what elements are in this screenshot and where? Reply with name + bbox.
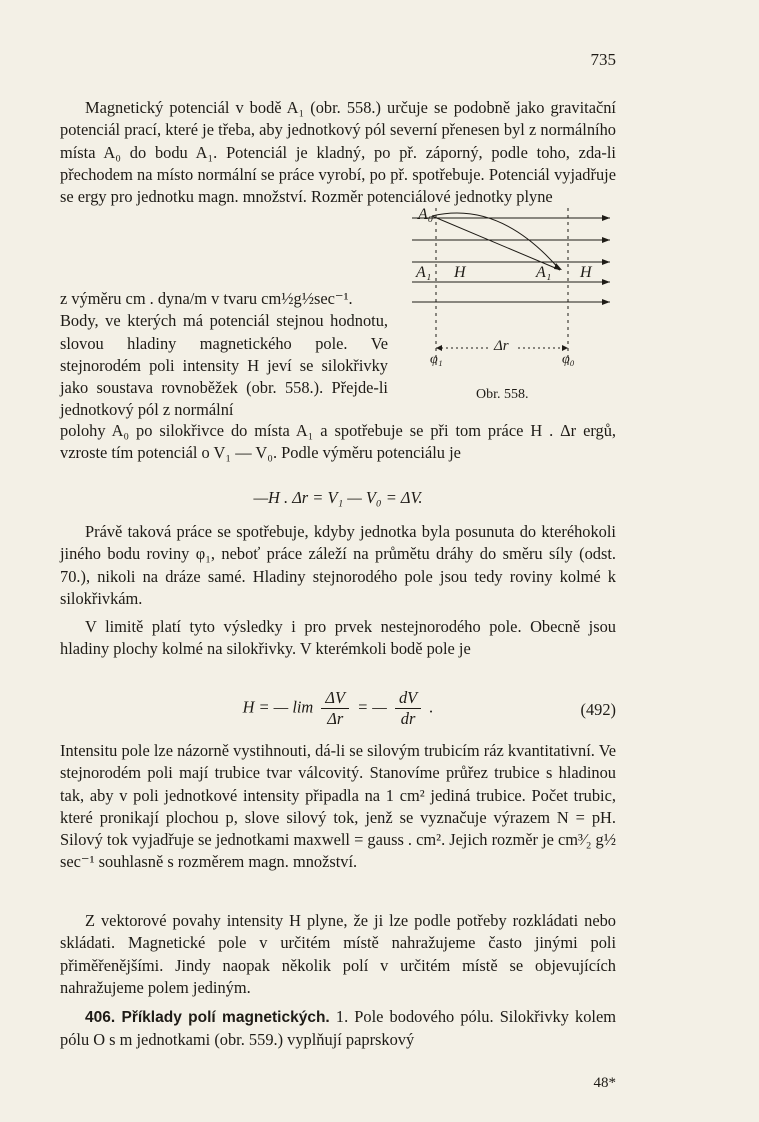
label-a1: A₁ [416, 264, 432, 281]
paragraph-5 [60, 910, 616, 999]
paragraph-6-text [60, 1006, 616, 1052]
equation-number: (492) [580, 700, 616, 719]
paragraph-3-text: V limitě platí tyto výsledky i pro prvek nestejnorodého pole. Obecně jsou hladiny plochy kolmé na silokřivky. V kterémkoli bodě pole je [60, 617, 616, 659]
eq-lhs: H = — lim [242, 697, 314, 717]
section-heading-406: 406. Příklady polí magnetických. [85, 1009, 330, 1026]
paragraph-1b-text: z výměru cm . dyna/m v tvaru cm½g½sec⁻¹. [60, 289, 353, 308]
paragraph-1b [60, 288, 388, 422]
paragraph-4-text: Intensitu pole lze názorně vystihnouti, dá-li se silovým trubicím ráz kvantitativní. Ve stejnorodém poli mají trubice tvar válcovitý. Stanovíme průřez trubice s hladinou tak, aby v poli jednotkové intensity připadla na 1 cm² jediná trubice. Počet trubic, které pronikají plochou p, slove silový tok, jenž se vyznačuje výrazem N = pH. Silový tok vyjadřuje se jednotkami maxwell = gauss . cm². Jejich rozměr je cm³⁄₂ g½ sec⁻¹ souhlasně s rozměrem magn. množství. [60, 741, 617, 872]
label-phi0: φ₀ [562, 352, 575, 367]
formula-potential: —H . Δr = V₁ — V₀ = ΔV. [253, 488, 423, 507]
paragraph-5-text: Z vektorové povahy intensity H plyne, že ji lze podle potřeby rozkládati nebo skládati. Magnetické pole v určitém místě nahražujeme často jinými poli přiměřenějšími. Jindy naopak několik polí v určitém místě se objevujících nahražujeme polem jediným. [60, 911, 616, 997]
page-number: 735 [590, 50, 616, 69]
eq-frac-2 [395, 688, 421, 729]
paragraph-6-body: 1. Pole bodového pólu. Silokřivky kolem pólu O s m jednotkami (obr. 559.) vyplňují paprskový [60, 1007, 617, 1050]
label-h2: H [580, 264, 592, 281]
paragraph-6 [60, 1006, 616, 1052]
eq-frac-1-num: ΔV [321, 688, 349, 709]
paragraph-1d-text: polohy A₀ po silokřivce do místa A₁ a spotřebuje se při tom práce H . Δr ergů, vzroste tím potenciál o V₁ — V₀. Podle výměru potenciálu je [60, 421, 616, 463]
figure-558 [410, 190, 620, 380]
eq-tail: . [429, 697, 434, 717]
equation-492 [60, 680, 616, 740]
label-dr: Δr [494, 338, 509, 354]
paragraph-1d [60, 420, 616, 465]
eq-frac-1-den: Δr [327, 709, 344, 728]
paragraph-2 [60, 521, 616, 610]
eq-frac-2-num: dV [395, 688, 421, 709]
paragraph-2-text: Právě taková práce se spotřebuje, kdyby jednotka byla posunuta do kteréhokoli jiného bodu roviny φ₁, neboť práce záleží na průmětu dráhy do směru síly (odst. 70.), nikoli na dráze samé. Hladiny stejnorodého pole jsou tedy roviny kolmé k silokřivkám. [60, 522, 616, 608]
paragraph-1-text: Magnetický potenciál v bodě A₁ (obr. 558.) určuje se podobně jako gravitační potenciál prací, které je třeba, aby jednotkový pól severní přenesen byl z normálního místa A₀ do bodu A₁. Potenciál je kladný, po př. záporný, podle toho, zda-li přechodem na místo normální se práce vyrobí, po př. spotřebuje. Potenciál vyjadřuje se ergy pro jednotku magn. množství. Rozměr potenciálové jednotky plyne [60, 98, 616, 207]
label-a1b: A₁ [536, 264, 552, 281]
paragraph-4 [60, 740, 616, 874]
eq-mid: = — [357, 697, 387, 717]
paragraph-1c-text: Body, ve kterých má potenciál stejnou hodnotu, slovou hladiny magnetického pole. Ve stejnorodém poli intensity H jeví se silokřivky jako soustava rovnoběžek (obr. 558.). Přejde-li jednotkový pól z normální [60, 311, 388, 420]
footer-signature-mark: 48* [593, 1075, 616, 1091]
eq-frac-2-den: dr [400, 709, 416, 728]
label-phi1: φ₁ [430, 352, 443, 367]
label-h1: H [454, 264, 466, 281]
eq-frac-1 [321, 688, 349, 729]
paragraph-3 [60, 616, 616, 661]
label-a0-top: A₀ [418, 206, 434, 223]
figure-caption: Obr. 558. [476, 387, 529, 402]
